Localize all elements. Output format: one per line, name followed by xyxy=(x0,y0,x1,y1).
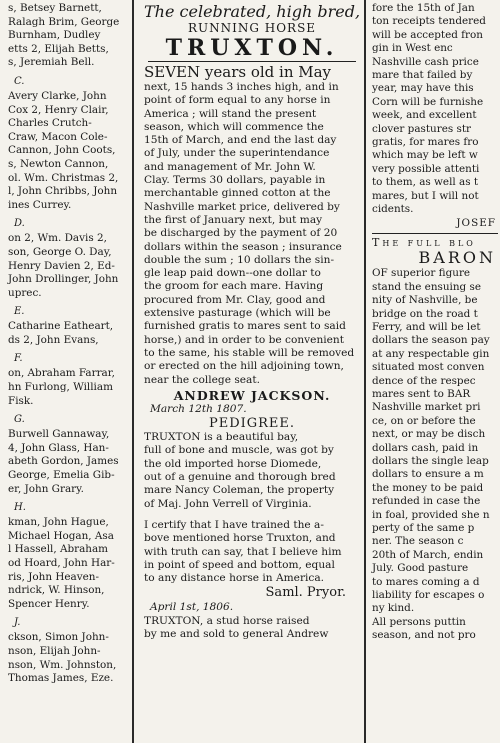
name-list-line: l Hassell, Abraham xyxy=(8,543,109,556)
name-list-line: Fisk. xyxy=(8,394,34,407)
body-line: and management of Mr. John W. xyxy=(144,160,316,173)
name-list-line: s, Jeremiah Bell. xyxy=(8,56,95,69)
body-line: America ; will stand the present xyxy=(144,107,317,120)
right-text-line: which may be left w xyxy=(372,149,478,162)
body-line: be discharged by the payment of 20 xyxy=(144,227,338,240)
name-list-line: ines Currey. xyxy=(8,198,72,211)
ad-signature: ANDREW JACKSON. xyxy=(173,387,331,403)
name-list-line: l, John Chribbs, John xyxy=(8,185,118,198)
name-list-line: uprec. xyxy=(8,286,42,299)
horse-name-title: TRUXTON. xyxy=(165,35,339,61)
right-text-line: mares, but I will not xyxy=(372,189,479,202)
baron-text-line: ce, on or before the xyxy=(372,414,476,427)
baron-text-line: Nashville market pri xyxy=(372,401,481,414)
right-text-line: clover pastures str xyxy=(372,122,471,135)
name-list-line: ris, John Heaven- xyxy=(8,570,99,583)
pedigree-heading: PEDIGREE. xyxy=(208,416,296,432)
right-divider xyxy=(372,233,498,234)
right-text-line: ton receipts tendered xyxy=(372,15,486,28)
baron-text-line: in foal, provided she n xyxy=(372,508,490,521)
name-list-line: Catharine Eatheart, xyxy=(8,320,114,333)
name-list-line: Michael Hogan, Asa xyxy=(8,529,114,542)
pedigree-line: full of bone and muscle, was got by xyxy=(144,444,334,457)
certificate-signature: Saml. Pryor. xyxy=(265,585,346,601)
name-list-line: Ralagh Brim, George xyxy=(8,15,120,28)
ad-date: March 12th 1807. xyxy=(150,402,247,415)
body-line: gle leap paid down--one dollar to xyxy=(144,267,321,280)
pedigree-text xyxy=(144,431,360,511)
body-line: next, 15 hands 3 inches high, and in xyxy=(144,81,339,93)
name-list-line: hn Furlong, William xyxy=(8,381,113,394)
pedigree-line: mare Nancy Coleman, the property xyxy=(144,484,335,497)
baron-text-line: stand the ensuing se xyxy=(372,280,481,293)
continuation-line: TRUXTON, a stud horse raised xyxy=(144,614,310,627)
baron-text-line: situated most conven xyxy=(372,361,485,374)
baron-text-line: July. Good pasture xyxy=(372,562,469,575)
body-line: near the college seat. xyxy=(144,373,260,386)
name-list-line: Cox 2, Henry Clair, xyxy=(8,103,109,116)
name-list-line: Cannon, John Coots, xyxy=(8,144,116,157)
baron-text-line: liability for escapes o xyxy=(372,589,485,602)
body-line: procured from Mr. Clay, good and xyxy=(144,293,326,306)
body-line: Nashville market price, delivered by xyxy=(144,200,340,213)
name-list-line: on 2, Wm. Davis 2, xyxy=(8,232,107,245)
body-line: 15th of March, and end the last day xyxy=(144,134,337,147)
body-line: merchantable ginned cotton at the xyxy=(144,187,331,200)
name-list-line: nson, Wm. Johnston, xyxy=(8,658,117,671)
name-list-line: er, John Grary. xyxy=(8,482,84,495)
body-line: horse,) and in order to be convenient xyxy=(144,333,344,346)
baron-text-line: Ferry, and will be let xyxy=(372,320,481,333)
name-list-line: Burwell Gannaway, xyxy=(8,428,110,441)
certificate-line: bove mentioned horse Truxton, and xyxy=(144,532,336,545)
certificate-text xyxy=(144,519,360,585)
left-column-letter-list xyxy=(0,0,134,743)
name-list-line: John Drollinger, John xyxy=(8,273,119,286)
baron-text-line: dollars the single leap xyxy=(372,455,489,467)
body-line: or erected on the hill adjoining town, xyxy=(144,360,344,373)
body-line: season, which will commence the xyxy=(144,120,324,133)
alphabet-heading: E. xyxy=(14,306,25,318)
baron-text-line: dollars the season pay xyxy=(372,334,490,347)
pedigree-line: the old imported horse Diomede, xyxy=(144,457,322,470)
name-list-line: s, Betsey Barnett, xyxy=(8,2,102,14)
alphabet-heading: J. xyxy=(14,617,21,629)
certificate-line: with truth can say, that I believe him xyxy=(144,545,342,558)
alphabet-heading: C. xyxy=(14,75,25,87)
right-text-line: will be accepted fron xyxy=(372,28,483,41)
baron-text-line: nity of Nashville, be xyxy=(372,294,478,307)
name-list-line: ndrick, W. Hinson, xyxy=(8,584,105,597)
right-column-ads xyxy=(366,0,500,743)
baron-text-line: perty of the same p xyxy=(372,522,475,535)
name-list-line: Henry Davien 2, Ed- xyxy=(8,259,115,272)
baron-text-line: the money to be paid xyxy=(372,481,484,494)
right-text-line: cidents. xyxy=(372,203,414,216)
right-text-line: year, may have this xyxy=(372,82,474,95)
name-list-line: Spencer Henry. xyxy=(8,597,90,610)
name-list-line: 4, John Glass, Han- xyxy=(8,441,109,454)
baron-text-line: ny kind. xyxy=(372,602,415,615)
ad-body-text xyxy=(144,81,360,387)
ad-headline: The celebrated, high bred, xyxy=(144,2,361,21)
baron-text-line: OF superior figure xyxy=(372,267,471,280)
baron-text-line: dence of the respec xyxy=(372,374,476,387)
name-list-line: Burnham, Dudley xyxy=(8,29,101,42)
certificate-date: April 1st, 1806. xyxy=(150,601,234,614)
certificate-line: to any distance horse in America. xyxy=(144,572,325,585)
body-line: Clay. Terms 30 dollars, payable in xyxy=(144,174,326,187)
baron-text-line: dollars cash, paid in xyxy=(372,441,479,454)
name-list-line: son, George O. Day, xyxy=(8,245,112,258)
alphabet-heading: G. xyxy=(14,414,25,426)
right-text-line: mare that failed by xyxy=(372,69,473,82)
name-list-line: Thomas James, Eze. xyxy=(8,672,114,685)
right-top-signature: JOSEF xyxy=(456,216,496,229)
baron-ad-text xyxy=(372,267,498,642)
baron-ad-heading: The full blo xyxy=(372,235,476,249)
baron-text-line: next, or may be disch xyxy=(372,428,486,441)
body-line: the groom for each mare. Having xyxy=(144,280,324,293)
name-list-line: od Hoard, John Har- xyxy=(8,557,115,569)
right-text-line: week, and excellent xyxy=(372,109,477,122)
baron-text-line: refunded in case the xyxy=(372,495,481,508)
right-text-line: to them, as well as t xyxy=(372,176,479,189)
baron-text-line: 20th of March, endin xyxy=(372,548,484,561)
name-list-line: George, Emelia Gib- xyxy=(8,469,115,482)
name-list-line: Charles Crutch- xyxy=(8,117,92,130)
baron-text-line: All persons puttin xyxy=(372,615,466,628)
name-list-line: etts 2, Elijah Betts, xyxy=(8,42,109,55)
baron-text-line: season, and not pro xyxy=(372,629,476,642)
alphabet-heading: D. xyxy=(14,218,25,230)
right-text-line: gin in West enc xyxy=(372,42,453,55)
right-text-line: Nashville cash price xyxy=(372,55,479,68)
ad-first-line: SEVEN years old in May xyxy=(144,63,332,81)
right-text-line: fore the 15th of Jan xyxy=(372,2,475,14)
alphabet-heading: H. xyxy=(14,502,26,514)
name-list-line: abeth Gordon, James xyxy=(8,455,119,468)
name-list-line: ol. Wm. Christmas 2, xyxy=(8,171,119,184)
ad-subhead: RUNNING HORSE xyxy=(187,21,317,35)
alphabet-heading: F. xyxy=(14,353,23,365)
baron-text-line: mares sent to BAR xyxy=(372,387,471,400)
body-line: of July, under the superintendance xyxy=(144,147,330,160)
body-line: double the sum ; 10 dollars the sin- xyxy=(144,253,335,266)
pedigree-line: TRUXTON is a beautiful bay, xyxy=(144,431,299,444)
baron-text-line: dollars to ensure a m xyxy=(372,468,484,481)
body-line: point of form equal to any horse in xyxy=(144,94,331,107)
title-rule xyxy=(148,61,356,62)
name-list-line: ckson, Simon John- xyxy=(8,631,109,644)
right-top-ad-text xyxy=(372,2,498,217)
name-list-line: kman, John Hague, xyxy=(8,516,109,529)
name-list-line: Craw, Macon Cole- xyxy=(8,130,108,143)
name-list-line: ds 2, John Evans, xyxy=(8,333,99,346)
continuation-line: by me and sold to general Andrew xyxy=(144,627,329,640)
truxton-advertisement xyxy=(134,0,366,743)
body-line: furnished gratis to mares sent to said xyxy=(144,320,346,333)
body-line: dollars within the season ; insurance xyxy=(144,240,342,253)
baron-title: BARON xyxy=(418,248,496,268)
ad-continuation-text xyxy=(144,615,360,642)
right-text-line: Corn will be furnishe xyxy=(372,95,484,108)
name-list-line: on, Abraham Farrar, xyxy=(8,367,115,380)
baron-text-line: ner. The season c xyxy=(372,535,464,548)
baron-text-line: to mares coming a d xyxy=(372,575,480,588)
right-text-line: very possible attenti xyxy=(372,162,480,175)
name-list-line: nson, Elijah John- xyxy=(8,644,101,657)
body-line: to the same, his stable will be removed xyxy=(144,346,355,359)
baron-text-line: bridge on the road t xyxy=(372,307,478,320)
pedigree-line: of Maj. John Verrell of Virginia. xyxy=(144,497,312,510)
right-text-line: gratis, for mares fro xyxy=(372,136,479,149)
name-list-line: s, Newton Cannon, xyxy=(8,157,109,170)
body-line: the first of January next, but may xyxy=(144,213,323,226)
body-line: extensive pasturage (which will be xyxy=(144,307,331,320)
certificate-line: in point of speed and bottom, equal xyxy=(144,558,335,571)
baron-text-line: at any respectable gin xyxy=(372,347,490,360)
name-list-line: Avery Clarke, John xyxy=(8,89,107,102)
pedigree-line: out of a genuine and thorough bred xyxy=(144,471,336,484)
certificate-line: I certify that I have trained the a- xyxy=(144,518,324,531)
